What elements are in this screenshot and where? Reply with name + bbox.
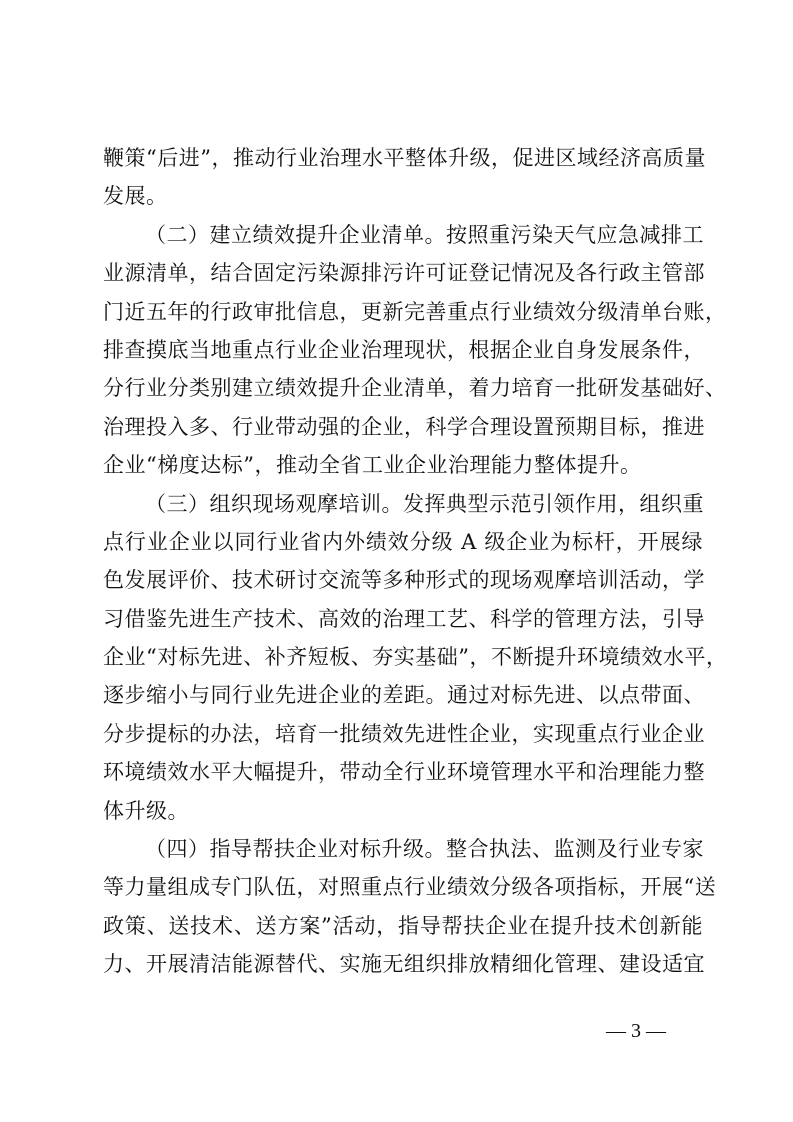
body-text bbox=[103, 139, 728, 984]
text-line: 逐步缩小与同行业先进企业的差距。通过对标先进、以点带面、 bbox=[103, 683, 705, 708]
text-line: 企业“对标先进、补齐短板、夯实基础”，不断提升环境绩效水平， bbox=[103, 645, 728, 670]
text-line: 企业“梯度达标”，推动全省工业企业治理能力整体提升。 bbox=[103, 453, 642, 478]
page-number: — 3 — bbox=[606, 1020, 666, 1042]
text-line: 环境绩效水平大幅提升，带动全行业环境管理水平和治理能力整 bbox=[103, 760, 705, 785]
text-line: 分行业分类别建立绩效提升企业清单，着力培育一批研发基础好、 bbox=[103, 376, 727, 401]
text-line: 力、开展清洁能源替代、实施无组织排放精细化管理、建设适宜 bbox=[103, 952, 705, 977]
section-heading-line: （四）指导帮扶企业对标升级。整合执法、监测及行业专家 bbox=[145, 837, 704, 862]
text-line: 体升级。 bbox=[103, 798, 189, 823]
section-heading-line: （二）建立绩效提升企业清单。按照重污染天气应急减排工 bbox=[145, 222, 704, 247]
text-line: 门近五年的行政审批信息，更新完善重点行业绩效分级清单台账， bbox=[103, 299, 727, 324]
section-heading-line: （三）组织现场观摩培训。发挥典型示范引领作用，组织重 bbox=[145, 491, 704, 516]
text-line: 分步提标的办法，培育一批绩效先进性企业，实现重点行业企业 bbox=[103, 721, 705, 746]
text-line: 发展。 bbox=[103, 184, 168, 209]
text-line: 等力量组成专门队伍，对照重点行业绩效分级各项指标，开展“送 bbox=[103, 875, 717, 900]
text-line: 政策、送技术、送方案”活动，指导帮扶企业在提升技术创新能 bbox=[103, 913, 703, 938]
text-line: 点行业企业以同行业省内外绩效分级 A 级企业为标杆，开展绿 bbox=[103, 529, 703, 554]
text-line: 鞭策“后进”，推动行业治理水平整体升级，促进区域经济高质量 bbox=[103, 146, 706, 170]
text-line: 色发展评价、技术研讨交流等多种形式的现场观摩培训活动，学 bbox=[103, 568, 705, 593]
text-line: 治理投入多、行业带动强的企业，科学合理设置预期目标，推进 bbox=[103, 414, 705, 439]
text-line: 习借鉴先进生产技术、高效的治理工艺、科学的管理方法，引导 bbox=[103, 606, 705, 631]
text-line: 排查摸底当地重点行业企业治理现状，根据企业自身发展条件， bbox=[103, 337, 705, 362]
text-line: 业源清单，结合固定污染源排污许可证登记情况及各行政主管部 bbox=[103, 261, 705, 286]
